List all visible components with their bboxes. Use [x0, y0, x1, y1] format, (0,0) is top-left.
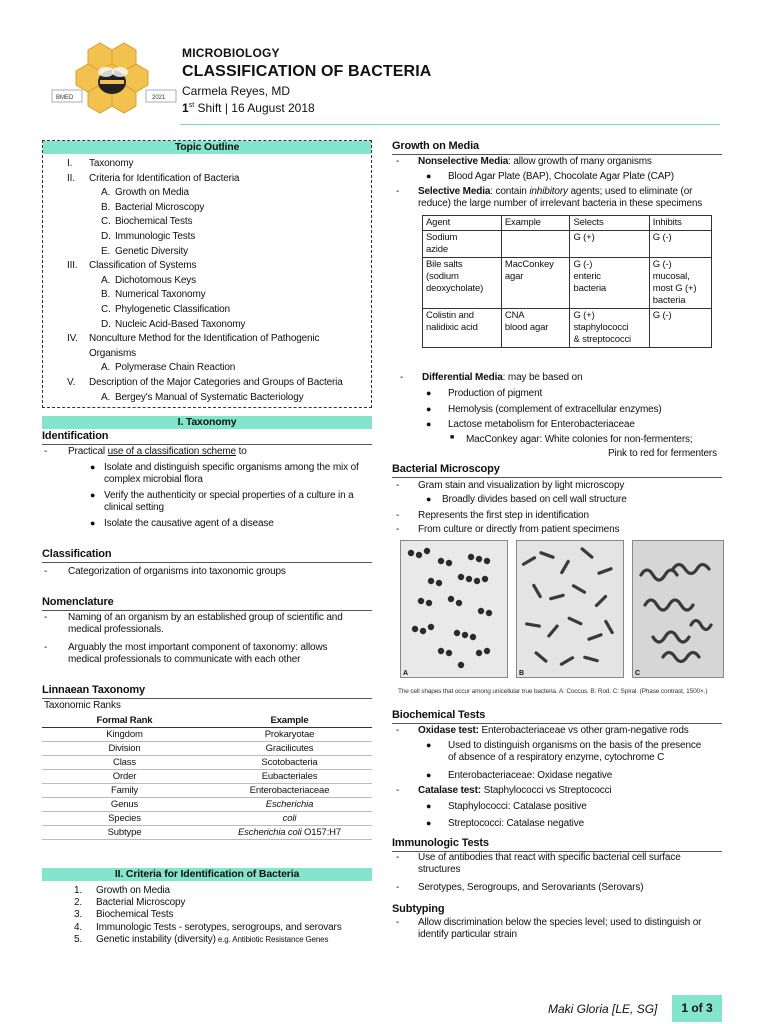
- dash-marker: -: [396, 917, 400, 928]
- dash-marker: -: [396, 852, 400, 863]
- microscopy-bullet-1: Broadly divides based on cell wall structure: [442, 494, 627, 505]
- rank-cell: Order: [42, 770, 207, 784]
- selective-agents-table: [422, 215, 712, 348]
- subheading-classification: Classification: [42, 548, 372, 563]
- table-cell: Sodium azide: [423, 231, 502, 258]
- table-row: [42, 728, 372, 742]
- catalase-bullet-1: Staphylococci: Catalase positive: [448, 801, 587, 812]
- document-title: CLASSIFICATION OF BACTERIA: [182, 63, 432, 80]
- subheading-linnaean: Linnaean Taxonomy: [42, 684, 372, 699]
- oxidase-bullet-1: Used to distinguish organisms on the basis of the presence of absence of a respiratory enzyme, cytochrome C: [448, 740, 702, 763]
- microscopy-line-3: From culture or directly from patient specimens: [418, 524, 620, 535]
- column-header: Inhibits: [649, 216, 711, 231]
- header-rule: [180, 124, 720, 125]
- dash-marker: -: [396, 186, 400, 197]
- dash-marker: -: [396, 524, 400, 535]
- outline-number: III.: [67, 260, 78, 272]
- svg-text:BMED: BMED: [56, 95, 74, 101]
- section-heading-taxonomy: I. Taxonomy: [42, 416, 372, 429]
- shift-date: 1st Shift | 16 August 2018: [182, 101, 315, 115]
- bullet-icon: ●: [90, 462, 96, 472]
- table-cell: G (-): [649, 231, 711, 258]
- square-bullet-icon: ■: [450, 434, 455, 441]
- nomenclature-item-2: Arguably the most important component of taxonomy: allows medical professionals to communicate with each other: [68, 642, 328, 665]
- table-cell: MacConkey agar: [501, 258, 570, 309]
- criteria-number: 1.: [74, 885, 83, 896]
- table-cell: Bile salts (sodium deoxycholate): [423, 258, 502, 309]
- identification-bullet-2: Verify the authenticity or special properties of a culture in a clinical setting: [104, 490, 354, 513]
- rank-cell: Division: [42, 742, 207, 756]
- bullet-icon: ●: [90, 518, 96, 528]
- bullet-icon: ●: [426, 801, 432, 811]
- document-header: [182, 46, 431, 115]
- table-cell: G (-) mucosal, most G (+) bacteria: [649, 258, 711, 309]
- criteria-item: Genetic instability (diversity) e.g. Antibiotic Resistance Genes: [96, 933, 329, 945]
- column-header: Example: [501, 216, 570, 231]
- criteria-item: Bacterial Microscopy: [96, 897, 186, 909]
- table-cell: G (+): [570, 231, 649, 258]
- outline-item: Numerical Taxonomy: [115, 289, 206, 301]
- outline-number: D.: [101, 231, 111, 242]
- example-cell: Enterobacteriaceae: [207, 784, 372, 798]
- criteria-number: 2.: [74, 897, 83, 909]
- table-cell: G (+) staphylococci & streptococci: [570, 309, 649, 348]
- example-cell: Gracilicutes: [207, 742, 372, 756]
- nomenclature-item-1: Naming of an organism by an established group of scientific and medical professionals.: [68, 612, 343, 635]
- bullet-icon: ●: [426, 740, 432, 750]
- identification-bullet-3: Isolate the causative agent of a disease: [104, 518, 274, 529]
- dash-marker: -: [44, 642, 48, 653]
- outline-item: Classification of Systems: [89, 260, 197, 272]
- table-row: [42, 826, 372, 840]
- classification-text: Categorization of organisms into taxonomic groups: [68, 566, 286, 577]
- outline-number: V.: [67, 377, 76, 388]
- immunologic-line-2: Serotypes, Serogroups, and Serovariants (Serovars): [418, 882, 644, 893]
- outline-item: Biochemical Tests: [115, 216, 193, 228]
- dash-marker: -: [44, 566, 48, 577]
- dash-marker: -: [396, 156, 400, 167]
- macconkey-line-1: MacConkey agar: White colonies for non-fermenters;: [466, 434, 693, 445]
- left-column: [42, 140, 372, 945]
- outline-item: Genetic Diversity: [115, 245, 189, 257]
- outline-item: Taxonomy: [89, 158, 134, 169]
- subheading-immunologic: Immunologic Tests: [392, 837, 722, 852]
- example-cell: Escherichia: [207, 798, 372, 812]
- subheading-subtyping: Subtyping: [392, 903, 445, 915]
- example-cell: Prokaryotae: [207, 728, 372, 742]
- table-row: [42, 770, 372, 784]
- outline-number: B.: [101, 201, 111, 213]
- footer-author: Maki Gloria [LE, SG]: [548, 1002, 658, 1016]
- dash-marker: -: [400, 372, 404, 383]
- differential-bullet: Hemolysis (complement of extracellular enzymes): [448, 403, 662, 415]
- bullet-icon: ●: [426, 419, 432, 429]
- rank-cell: Subtype: [42, 826, 207, 840]
- outline-item: Dichotomous Keys: [115, 274, 196, 286]
- outline-number: B.: [101, 289, 111, 301]
- criteria-number: 4.: [74, 921, 83, 933]
- subheading-growth-on-media: Growth on Media: [392, 140, 722, 155]
- table-cell: [501, 231, 570, 258]
- bullet-icon: ●: [426, 818, 432, 828]
- column-header: Formal Rank: [42, 714, 207, 728]
- outline-number: A.: [101, 274, 111, 286]
- dash-marker: -: [396, 480, 400, 491]
- table-row: [423, 258, 712, 309]
- catalase-test: Catalase test: Staphylococci vs Streptococci: [418, 785, 612, 796]
- nonselective-media: Nonselective Media: allow growth of many organisms: [418, 156, 652, 167]
- outline-item: Bergey's Manual of Systematic Bacteriology: [115, 391, 304, 403]
- table-row: [42, 756, 372, 770]
- table-cell: CNA blood agar: [501, 309, 570, 348]
- subheading-microscopy: Bacterial Microscopy: [392, 463, 722, 478]
- bullet-icon: ●: [426, 171, 432, 181]
- dash-marker: -: [396, 882, 400, 893]
- catalase-bullet-2: Streptococci: Catalase negative: [448, 818, 584, 829]
- rank-cell: Species: [42, 812, 207, 826]
- outline-number: IV.: [67, 333, 78, 345]
- example-cell: Escherichia coli O157:H7: [207, 826, 372, 840]
- outline-number: A.: [101, 187, 111, 199]
- macconkey-line-2: Pink to red for fermenters: [608, 448, 717, 459]
- outline-item: Description of the Major Categories and Groups of Bacteria: [89, 377, 343, 388]
- outline-item: Bacterial Microscopy: [115, 201, 205, 213]
- taxonomic-ranks-label: Taxonomic Ranks: [44, 700, 121, 711]
- rank-cell: Genus: [42, 798, 207, 812]
- dash-marker: -: [396, 785, 400, 796]
- microscopy-line-2: Represents the first step in identification: [418, 510, 589, 521]
- subtyping-line-1: Allow discrimination below the species level; used to distinguish or identify particular strain: [418, 917, 702, 940]
- micrograph-caption: The cell shapes that occur among unicellular true bacteria. A: Coccus. B: Rod. C: Spiral. (Phase contrast, 1500×.): [398, 688, 708, 695]
- nonselective-bullet: Blood Agar Plate (BAP), Chocolate Agar Plate (CAP): [448, 171, 674, 182]
- table-cell: G (-): [649, 309, 711, 348]
- dash-marker: -: [44, 446, 48, 457]
- rank-cell: Class: [42, 756, 207, 770]
- criteria-item: Growth on Media: [96, 885, 170, 896]
- outline-number: D.: [101, 318, 111, 330]
- criteria-number: 5.: [74, 933, 83, 945]
- dash-marker: -: [44, 612, 48, 623]
- outline-number: C.: [101, 216, 111, 228]
- outline-item: Criteria for Identification of Bacteria: [89, 172, 240, 184]
- dash-marker: -: [396, 510, 400, 521]
- taxonomic-ranks-table: [42, 714, 372, 840]
- criteria-number: 3.: [74, 909, 83, 921]
- rank-cell: Family: [42, 784, 207, 798]
- column-header: Agent: [423, 216, 502, 231]
- subheading-nomenclature: Nomenclature: [42, 596, 372, 611]
- outline-item: Phylogenetic Classification: [115, 304, 230, 315]
- identification-intro: Practical use of a classification scheme to: [68, 446, 247, 457]
- table-row: [423, 231, 712, 258]
- outline-item: Nucleic Acid-Based Taxonomy: [115, 318, 246, 330]
- table-cell: G (-) enteric bacteria: [570, 258, 649, 309]
- bullet-icon: ●: [426, 494, 432, 504]
- outline-number: I.: [67, 158, 73, 169]
- micrograph-spiral: C: [632, 540, 724, 678]
- subheading-identification: Identification: [42, 430, 372, 445]
- bullet-icon: ●: [426, 770, 432, 780]
- table-row: [42, 742, 372, 756]
- column-header: Selects: [570, 216, 649, 231]
- outline-number: A.: [101, 391, 111, 403]
- bullet-icon: ●: [426, 388, 432, 398]
- oxidase-test: Oxidase test: Enterobacteriaceae vs other gram-negative rods: [418, 725, 689, 736]
- page-number-badge: 1 of 3: [672, 995, 722, 1022]
- author-name: Carmela Reyes, MD: [182, 84, 291, 98]
- dash-marker: -: [396, 725, 400, 736]
- example-cell: coli: [207, 812, 372, 826]
- differential-bullet: Production of pigment: [448, 388, 543, 399]
- bmed-logo: [48, 40, 180, 130]
- micrograph-rod: B: [516, 540, 624, 678]
- identification-bullet-1: Isolate and distinguish specific organisms among the mix of complex microbial flora: [104, 462, 359, 485]
- criteria-item: Biochemical Tests: [96, 909, 174, 921]
- example-cell: Eubacteriales: [207, 770, 372, 784]
- outline-number: II.: [67, 172, 75, 184]
- table-row: [423, 309, 712, 348]
- example-cell: Scotobacteria: [207, 756, 372, 770]
- section-heading-criteria: II. Criteria for Identification of Bacteria: [42, 868, 372, 881]
- column-header: Example: [207, 714, 372, 728]
- outline-item: Immunologic Tests: [115, 231, 196, 242]
- differential-media: Differential Media: may be based on: [422, 372, 583, 383]
- bullet-icon: ●: [90, 490, 96, 500]
- selective-media: Selective Media: contain inhibitory agents; used to eliminate (or reduce) the large number of irrelevant bacteria in these specimens: [418, 186, 703, 209]
- outline-item: Polymerase Chain Reaction: [115, 362, 236, 374]
- bullet-icon: ●: [426, 403, 432, 414]
- outline-item: Organisms: [89, 347, 136, 359]
- outline-number: A.: [101, 362, 111, 374]
- outline-item: Nonculture Method for the Identification of Pathogenic: [89, 333, 320, 345]
- table-row: [42, 798, 372, 812]
- subheading-biochemical: Biochemical Tests: [392, 709, 722, 724]
- outline-number: C.: [101, 304, 111, 315]
- microscopy-line-1: Gram stain and visualization by light microscopy: [418, 480, 625, 491]
- table-cell: Colistin and nalidixic acid: [423, 309, 502, 348]
- table-row: [42, 784, 372, 798]
- criteria-item: Immunologic Tests - serotypes, serogroups, and serovars: [96, 921, 342, 933]
- differential-bullet: Lactose metabolism for Enterobacteriaceae: [448, 419, 635, 430]
- svg-text:2021: 2021: [152, 95, 166, 101]
- topic-outline: [42, 140, 372, 408]
- outline-number: E.: [101, 245, 111, 257]
- immunologic-line-1: Use of antibodies that react with specific bacterial cell surface structures: [418, 852, 681, 875]
- outline-item: Growth on Media: [115, 187, 189, 199]
- micrograph-coccus: A: [400, 540, 508, 678]
- rank-cell: Kingdom: [42, 728, 207, 742]
- table-row: [42, 812, 372, 826]
- outline-heading: Topic Outline: [43, 141, 371, 154]
- subject-label: MICROBIOLOGY: [182, 46, 280, 60]
- oxidase-bullet-2: Enterobacteriaceae: Oxidase negative: [448, 770, 613, 781]
